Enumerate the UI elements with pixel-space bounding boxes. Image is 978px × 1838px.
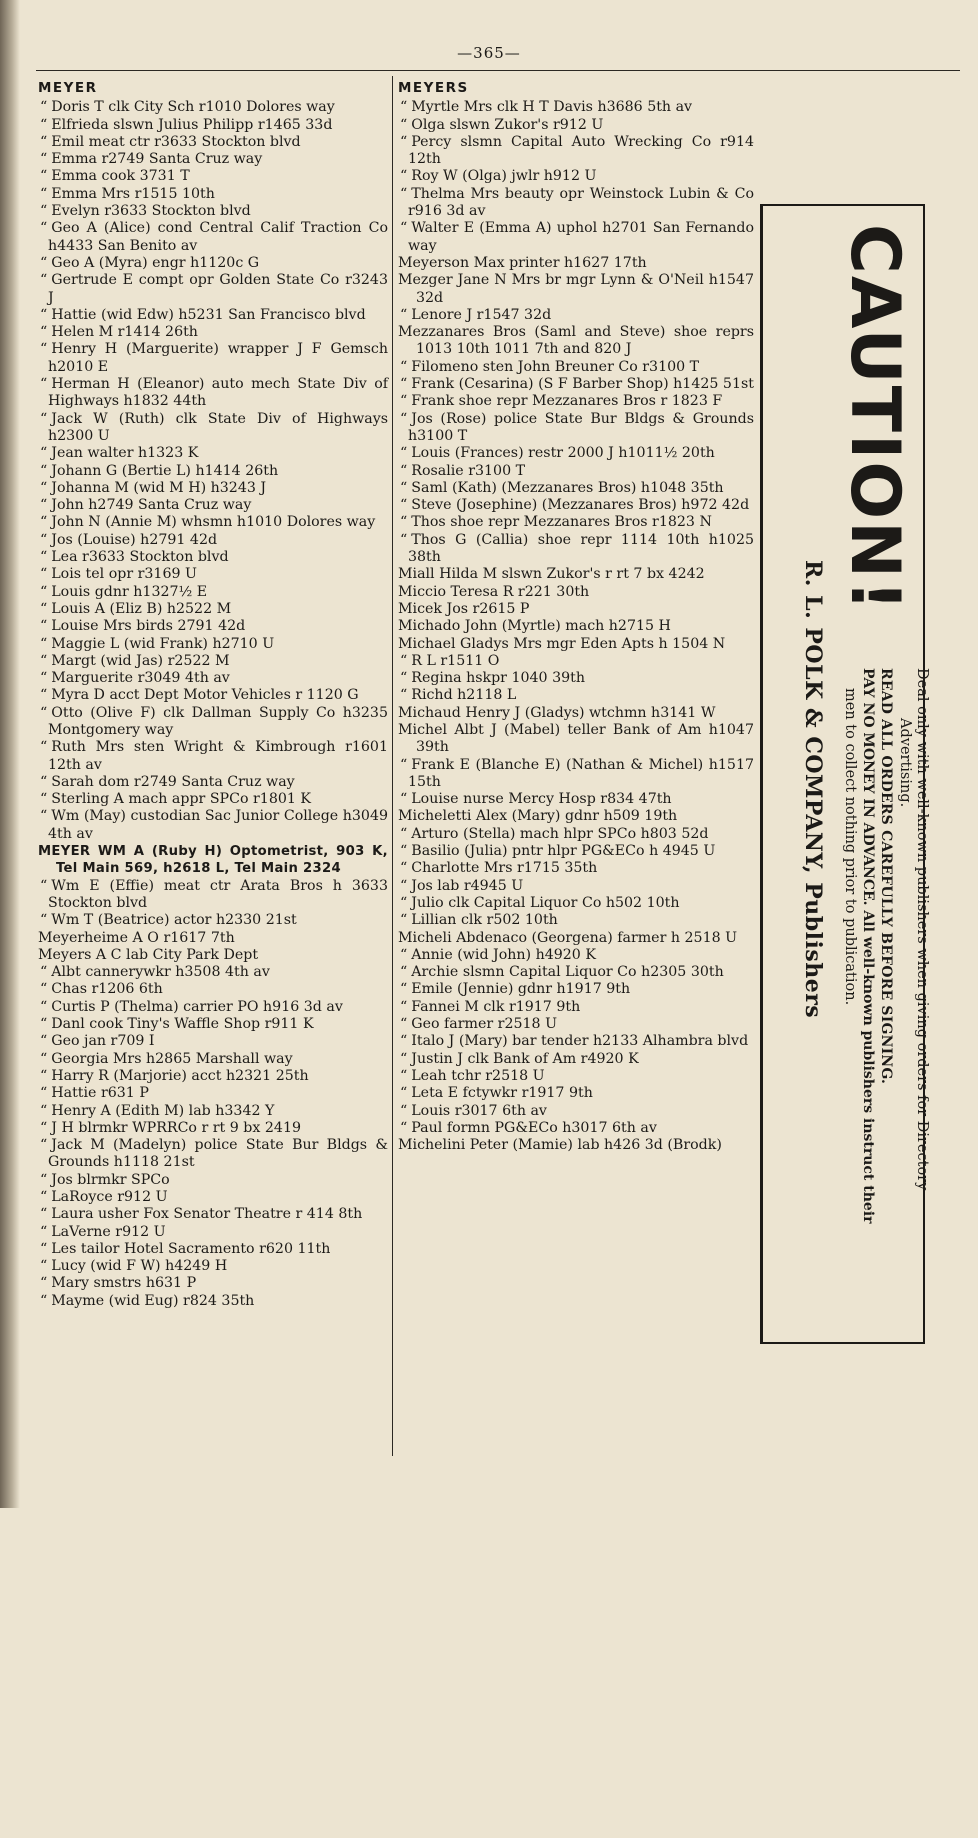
directory-entry: Meyers A C lab City Park Dept [38,946,259,963]
directory-entry: “ Emil meat ctr r3633 Stockton blvd [38,134,388,151]
directory-entry: “ Johann G (Bertie L) h1414 26th [38,463,388,480]
directory-entry: “ Emma Mrs r1515 10th [38,186,388,203]
directory-entry: “ Herman H (Eleanor) auto mech State Div of Highways h1832 44th [38,376,388,411]
directory-entry: Mezzanares Bros (Saml and Steve) shoe reprs 1013 10th 1011 7th and 820 J [398,324,754,358]
directory-entry: Meyerheime A O r1617 7th [38,929,235,946]
directory-entry: “ Danl cook Tiny's Waffle Shop r911 K [38,1016,388,1033]
page-binding-shadow [0,0,20,1508]
directory-entry: Micek Jos r2615 P [398,600,530,617]
directory-entry: “ Julio clk Capital Liquor Co h502 10th [398,895,754,912]
directory-entry: “ R L r1511 O [398,653,754,670]
directory-entry: “ Johanna M (wid M H) h3243 J [38,480,388,497]
directory-entry: “ Walter E (Emma A) uphol h2701 San Fernando way [398,220,754,255]
directory-entry: “ Louise nurse Mercy Hosp r834 47th [398,791,754,808]
directory-entry: “ Evelyn r3633 Stockton blvd [38,203,388,220]
directory-entry: “ Jos (Louise) h2791 42d [38,532,388,549]
directory-entry: “ Margt (wid Jas) r2522 M [38,653,388,670]
directory-entry: “ Louis gdnr h1327½ E [38,584,388,601]
directory-entry: “ Laura usher Fox Senator Theatre r 414 8th [38,1206,388,1223]
directory-entry: “ Jos blrmkr SPCo [38,1172,388,1189]
directory-entry: “ Lois tel opr r3169 U [38,566,388,583]
directory-entry: “ Roy W (Olga) jwlr h912 U [398,168,754,185]
caution-line-4: PAY NO MONEY IN ADVANCE. All well-known publishers instruct their [860,668,876,1224]
directory-entry: Michael Gladys Mrs mgr Eden Apts h 1504 N [398,635,726,652]
directory-entry: “ Hattie (wid Edw) h5231 San Francisco blvd [38,307,388,324]
directory-entry: “ Thos G (Callia) shoe repr 1114 10th h1025 38th [398,532,754,567]
directory-entry: “ Louis r3017 6th av [398,1103,754,1120]
directory-entry: “ Marguerite r3049 4th av [38,670,388,687]
directory-entry: “ Filomeno sten John Breuner Co r3100 T [398,359,754,376]
directory-entry: “ Jack W (Ruth) clk State Div of Highways h2300 U [38,411,388,446]
directory-entry: “ Emma cook 3731 T [38,168,388,185]
directory-entry: Miccio Teresa R r221 30th [398,583,590,600]
directory-entry: Michado John (Myrtle) mach h2715 H [398,618,671,635]
caution-line-3: READ ALL ORDERS CAREFULLY BEFORE SIGNING. [878,668,894,1085]
directory-entry: “ Lenore J r1547 32d [398,307,754,324]
directory-entry: “ Myra D acct Dept Motor Vehicles r 1120 G [38,687,388,704]
directory-entry: “ Chas r1206 6th [38,981,388,998]
directory-entry: “ Wm E (Effie) meat ctr Arata Bros h 3633 Stockton blvd [38,878,388,913]
directory-entry: “ Otto (Olive F) clk Dallman Supply Co h3235 Montgomery way [38,705,388,740]
directory-entry: “ Rosalie r3100 T [398,463,754,480]
directory-entry: “ Emma r2749 Santa Cruz way [38,151,388,168]
directory-entry: “ Wm (May) custodian Sac Junior College h3049 4th av [38,808,388,843]
directory-entry: “ LaVerne r912 U [38,1224,388,1241]
directory-entry: “ Justin J clk Bank of Am r4920 K [398,1051,754,1068]
directory-entry: “ John N (Annie M) whsmn h1010 Dolores way [38,514,388,531]
directory-entry: “ Jos lab r4945 U [398,878,754,895]
directory-entry: “ Henry H (Marguerite) wrapper J F Gemsch h2010 E [38,341,388,376]
directory-entry: “ LaRoyce r912 U [38,1189,388,1206]
directory-entry: “ Jean walter h1323 K [38,445,388,462]
directory-entry: “ Frank (Cesarina) (S F Barber Shop) h1425 51st [398,376,754,393]
directory-entry: “ Jack M (Madelyn) police State Bur Bldgs & Grounds h1118 21st [38,1137,388,1172]
directory-entry: “ Georgia Mrs h2865 Marshall way [38,1051,388,1068]
directory-entry: “ Charlotte Mrs r1715 35th [398,860,754,877]
middle-column [398,80,754,1154]
directory-entry: Michelini Peter (Mamie) lab h426 3d (Brodk) [398,1137,722,1154]
directory-entry: “ Annie (wid John) h4920 K [398,947,754,964]
directory-entry: “ Paul formn PG&ECo h3017 6th av [398,1120,754,1137]
directory-entry: “ Percy slsmn Capital Auto Wrecking Co r914 12th [398,134,754,169]
directory-entry: “ Geo farmer r2518 U [398,1016,754,1033]
column-heading: MEYER [38,80,98,96]
directory-entry: “ Louise Mrs birds 2791 42d [38,618,388,635]
directory-entry: “ Olga slswn Zukor's r912 U [398,117,754,134]
directory-entry: “ Saml (Kath) (Mezzanares Bros) h1048 35th [398,480,754,497]
directory-entry: “ Richd h2118 L [398,687,754,704]
directory-entry: “ Geo A (Myra) engr h1120c G [38,255,388,272]
directory-entry: “ John h2749 Santa Cruz way [38,497,388,514]
directory-entry: “ Doris T clk City Sch r1010 Dolores way [38,99,388,116]
directory-entry: “ Arturo (Stella) mach hlpr SPCo h803 52d [398,826,754,843]
directory-entry: “ Les tailor Hotel Sacramento r620 11th [38,1241,388,1258]
directory-entry: “ Geo A (Alice) cond Central Calif Traction Co h4433 San Benito av [38,220,388,255]
directory-entry: “ Steve (Josephine) (Mezzanares Bros) h972 42d [398,497,754,514]
directory-entry: “ Louis A (Eliz B) h2522 M [38,601,388,618]
directory-entry: “ Frank E (Blanche E) (Nathan & Michel) h1517 15th [398,757,754,792]
directory-entry: “ Basilio (Julia) pntr hlpr PG&ECo h 4945 U [398,843,754,860]
directory-entry: “ Myrtle Mrs clk H T Davis h3686 5th av [398,99,754,116]
directory-entry: “ Fannei M clk r1917 9th [398,999,754,1016]
directory-entry: “ Frank shoe repr Mezzanares Bros r 1823 F [398,393,754,410]
page-number: —365— [457,44,521,62]
directory-entry: “ Archie slsmn Capital Liquor Co h2305 30th [398,964,754,981]
directory-entry: “ Ruth Mrs sten Wright & Kimbrough r1601 12th av [38,739,388,774]
directory-entry: Micheletti Alex (Mary) gdnr h509 19th [398,808,678,825]
directory-entry: “ Jos (Rose) police State Bur Bldgs & Grounds h3100 T [398,411,754,446]
directory-entry: “ Emile (Jennie) gdnr h1917 9th [398,981,754,998]
directory-entry: “ Lea r3633 Stockton blvd [38,549,388,566]
directory-entry: “ Leta E fctywkr r1917 9th [398,1085,754,1102]
left-column [38,80,388,1310]
directory-entry: Miall Hilda M slswn Zukor's r rt 7 bx 4242 [398,566,705,583]
directory-entry: “ Thelma Mrs beauty opr Weinstock Lubin & Co r916 3d av [398,186,754,221]
directory-entry: “ Thos shoe repr Mezzanares Bros r1823 N [398,514,754,531]
column-heading: MEYERS [398,80,469,96]
caution-title: CAUTION! [835,224,914,614]
directory-entry: “ Mary smstrs h631 P [38,1275,388,1292]
directory-entry: “ Geo jan r709 I [38,1033,388,1050]
left-entry-list [38,99,388,1310]
directory-entry: Meyerson Max printer h1627 17th [398,254,647,271]
directory-entry: Michaud Henry J (Gladys) wtchmn h3141 W [398,704,716,721]
directory-entry: “ Maggie L (wid Frank) h2710 U [38,636,388,653]
directory-entry: “ Curtis P (Thelma) carrier PO h916 3d av [38,999,388,1016]
caution-rotated-content [768,214,930,1334]
directory-entry: “ Sterling A mach appr SPCo r1801 K [38,791,388,808]
directory-entry-display: MEYER WM A (Ruby H) Optometrist, 903 K, Tel Main 569, h2618 L, Tel Main 2324 [38,844,388,877]
middle-entry-list [398,99,754,1154]
column-divider [392,76,393,1456]
directory-entry: Mezger Jane N Mrs br mgr Lynn & O'Neil h1547 32d [398,272,754,306]
directory-entry: “ Wm T (Beatrice) actor h2330 21st [38,912,388,929]
directory-entry: “ Regina hskpr 1040 39th [398,670,754,687]
directory-entry: “ Henry A (Edith M) lab h3342 Y [38,1103,388,1120]
caution-line-1: Deal only with well-known publishers when giving orders for Directory [914,668,930,1191]
directory-entry: “ Harry R (Marjorie) acct h2321 25th [38,1068,388,1085]
directory-entry: “ Gertrude E compt opr Golden State Co r3243 J [38,272,388,307]
directory-entry: “ Leah tchr r2518 U [398,1068,754,1085]
caution-line-2: Advertising. [897,718,913,808]
directory-entry: “ Lillian clk r502 10th [398,912,754,929]
directory-entry: Micheli Abdenaco (Georgena) farmer h 2518 U [398,929,738,946]
directory-entry: “ Lucy (wid F W) h4249 H [38,1258,388,1275]
header-rule [36,70,960,71]
directory-entry: “ Albt cannerywkr h3508 4th av [38,964,388,981]
directory-entry: Michel Albt J (Mabel) teller Bank of Am h1047 39th [398,721,754,756]
directory-entry: “ J H blrmkr WPRRCo r rt 9 bx 2419 [38,1120,388,1137]
directory-entry: “ Elfrieda slswn Julius Philipp r1465 33d [38,117,388,134]
directory-entry: “ Helen M r1414 26th [38,324,388,341]
directory-entry: “ Italo J (Mary) bar tender h2133 Alhambra blvd [398,1033,754,1050]
caution-advertisement [760,204,930,1344]
directory-entry: “ Louis (Frances) restr 2000 J h1011½ 20th [398,445,754,462]
caution-publisher: R. L. POLK & COMPANY, Publishers [800,560,826,1019]
directory-entry: “ Sarah dom r2749 Santa Cruz way [38,774,388,791]
caution-line-5: men to collect nothing prior to publication. [842,688,858,1006]
directory-entry: “ Hattie r631 P [38,1085,388,1102]
directory-entry: “ Mayme (wid Eug) r824 35th [38,1293,388,1310]
